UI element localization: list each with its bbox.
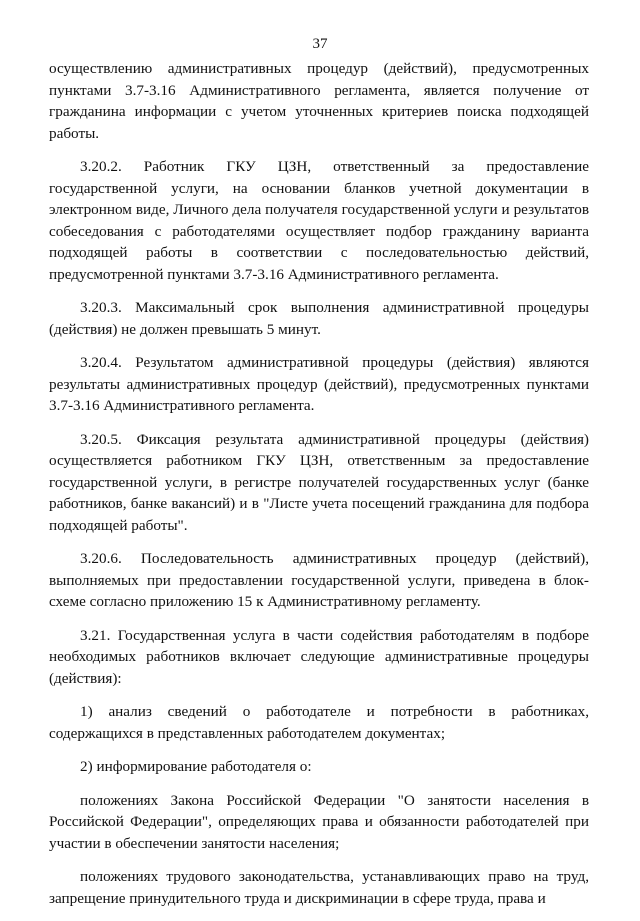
page-number: 37 bbox=[312, 36, 328, 52]
paragraph-3-20-5: 3.20.5. Фиксация результата административной процедуры (действия) осуществляется работником ГКУ ЦЗН, ответственным за предоставление государственной услуги, в регистре получателей государственных услуг (банке работников, банке вакансий) и в "Листе учета посещений гражданина для подбора подходящей работы". bbox=[49, 430, 589, 534]
paragraph-3-20-6: 3.20.6. Последовательность административных процедур (действий), выполняемых при предоставлении государственной услуги, приведена в блок-схеме согласно приложению 15 к Административному регламенту. bbox=[49, 550, 589, 610]
list-item-2: 2) информирование работодателя о: bbox=[80, 758, 312, 775]
paragraph-3-20-4: 3.20.4. Результатом административной процедуры (действия) являются результаты административных процедур (действий), предусмотренных пунктами 3.7-3.16 Административного регламента. bbox=[49, 354, 589, 414]
paragraph-3-20-3: 3.20.3. Максимальный срок выполнения административной процедуры (действия) не должен превышать 5 минут. bbox=[49, 299, 589, 338]
paragraph-3-20-2: 3.20.2. Работник ГКУ ЦЗН, ответственный за предоставление государственной услуги, на основании бланков учетной документации в электронном виде, Личного дела получателя государственной услуги и результатов собеседования с работодателями осуществляет подбор гражданину варианта подходящей работы в соответствии с последовательностью действий, предусмотренной пунктами 3.7-3.16 Административного регламента. bbox=[49, 158, 589, 283]
paragraph-3-21: 3.21. Государственная услуга в части содействия работодателям в подборе необходимых работников включает следующие административные процедуры (действия): bbox=[49, 626, 589, 687]
document-body bbox=[49, 58, 589, 921]
sub-item-labor-law: положениях трудового законодательства, устанавливающих право на труд, запрещение принудительного труда и дискриминации в сфере труда, права и bbox=[49, 868, 589, 907]
list-item-1: 1) анализ сведений о работодателе и потребности в работниках, содержащихся в представленных работодателем документах; bbox=[49, 703, 589, 742]
paragraph-continuation: осуществлению административных процедур (действий), предусмотренных пунктами 3.7-3.16 Административного регламента, является получение от гражданина информации с учетом уточненных критериев поиска подходящей работы. bbox=[49, 60, 589, 142]
sub-item-law: положениях Закона Российской Федерации "О занятости населения в Российской Федерации", определяющих права и обязанности работодателей при участии в обеспечении занятости населения; bbox=[49, 791, 589, 852]
